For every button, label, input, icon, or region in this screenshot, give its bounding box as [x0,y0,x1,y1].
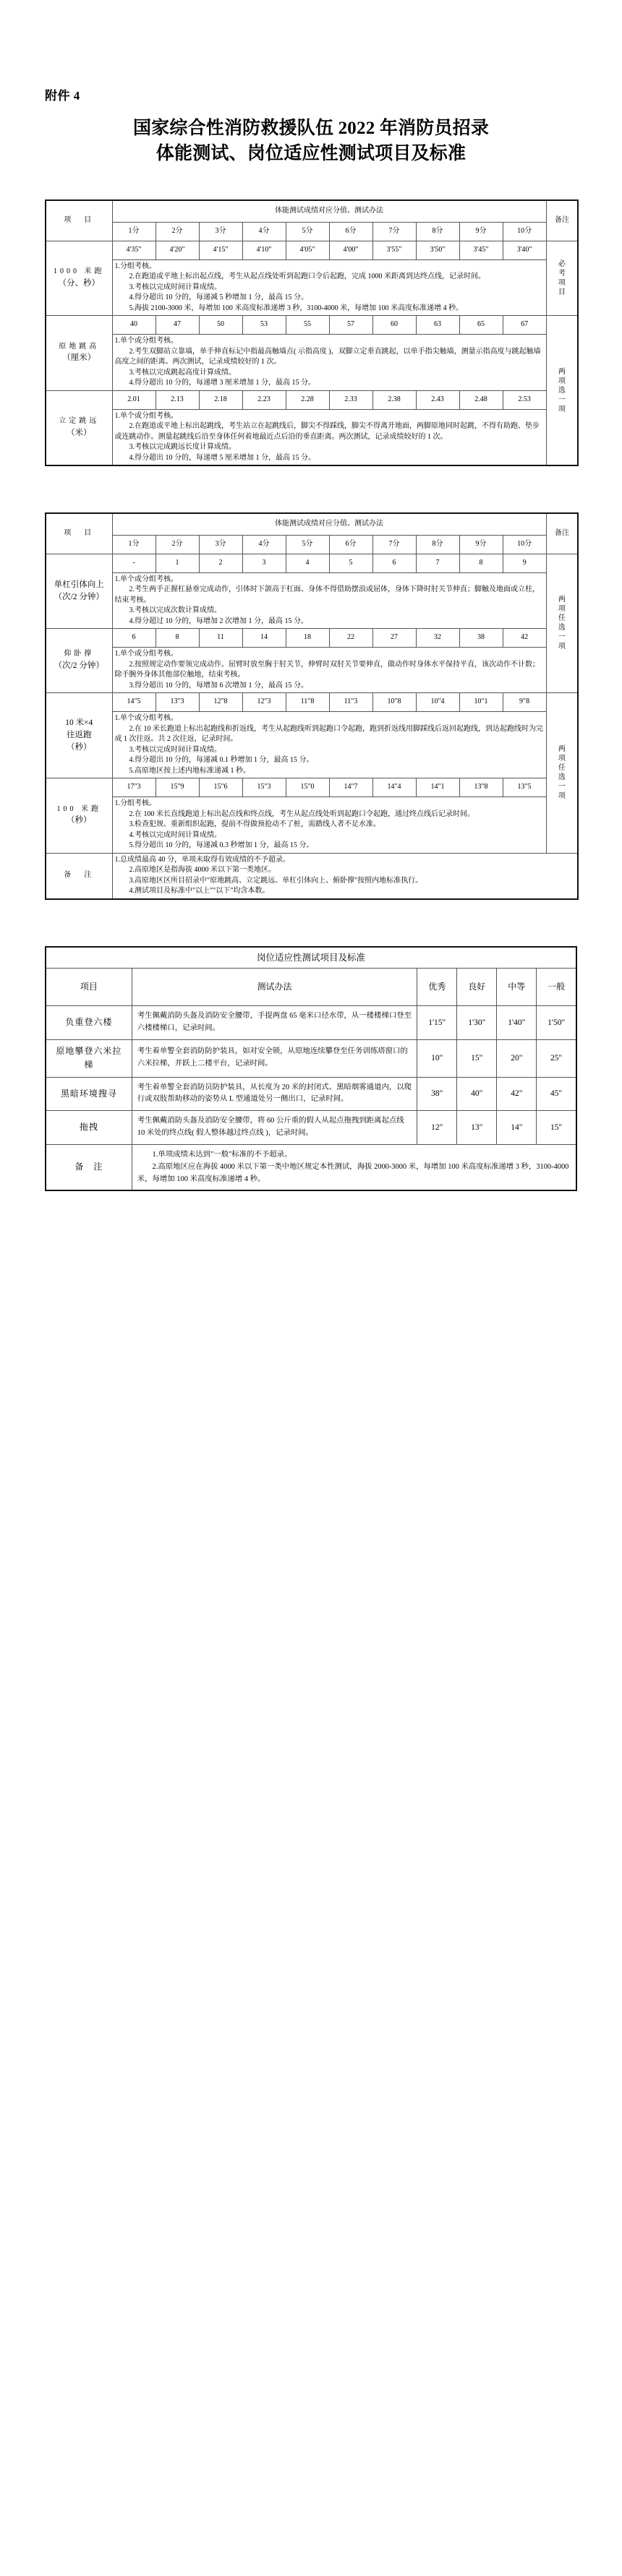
table-row-drag [46,1111,576,1145]
fitness-table-part2 [45,512,579,900]
t2-th-score-4: 4分 [242,535,286,554]
method-situp-line-2: 2.按照规定动作要领完成动作。屈臂时放至胸于肘关节，伸臂时双肘关节要伸直，做动作时身体水平保持平直，该次动作不计数；除手腕外身体其他部位触地，结束考核。 [114,660,540,679]
method-pullup-line-3: 3.考核以完成次数计算成绩。 [129,606,221,614]
jt-th-general: 一般 [537,969,576,1006]
job-item-medium-1: 20" [497,1039,537,1077]
table-row-highjump-method [46,335,578,391]
th-score-10: 10分 [503,222,546,241]
table2-row-score-columns [46,535,578,554]
method-highjump-line-2: 2.考生双脚站立靠墙，单手伸直标记中指最高触墙点( 示指高度 )，双脚立定垂直跳起，以单手指尖触墙，测量示指高度与跳起触墙高度之间的距离。两次测试，记录成绩较好的 1 次。 [114,347,541,366]
method-situp-line-3: 3.得分超出 10 分的，每增加 6 次增加 1 分，最高 15 分。 [129,681,308,690]
jt-th-method: 测试办法 [132,969,417,1006]
th-score-3: 3分 [199,222,242,241]
method-1000m-line-3: 3.考核以完成时间计算成绩。 [129,283,221,291]
cell-shuttle-9: 10"1 [459,693,503,712]
table2-row-header-main [46,513,578,535]
row-label-100m-name: 100 米跑 [56,804,101,813]
t2-footer-line-4: 4.测试项目及标准中"以上""以下"均含本数。 [129,887,270,895]
job-item-general-0: 1'50" [537,1006,576,1040]
job-item-method-0: 考生佩戴消防头盔及消防安全腰带，手提两盘 65 毫米口径水带，从一楼楼梯口登至六楼楼梯口，记录时间。 [132,1006,417,1040]
table-row-header-main [46,200,578,222]
t2-th-score-6: 6分 [329,535,372,554]
cell-longjump-8: 2.43 [416,390,459,409]
row-label-pullup-name: 单杠引体向上 [54,580,104,590]
job-item-good-2: 40" [457,1077,497,1111]
th-score-2: 2分 [156,222,199,241]
row-label-highjump [46,316,112,391]
cell-highjump-3: 50 [199,316,242,335]
cell-longjump-6: 2.33 [329,390,372,409]
remark-1000m-text: 必考项目 [558,259,566,296]
remark-pullup-group [546,554,578,693]
table-row-longjump-method [46,409,578,465]
cell-situp-8: 32 [416,629,459,648]
method-situp [112,648,546,693]
cell-highjump-10: 67 [503,316,546,335]
cell-highjump-1: 40 [112,316,156,335]
cell-shuttle-7: 10"8 [372,693,416,712]
job-item-general-1: 25" [537,1039,576,1077]
table-row-100m-values [46,778,578,797]
jt-th-medium: 中等 [497,969,537,1006]
row-label-situp-name: 仰卧撑 [64,650,95,658]
page-title-line-2: 体能测试、岗位适应性测试项目及标准 [156,143,466,163]
table3-row-title [46,947,576,969]
method-1000m-line-1: 1.分组考核。 [114,262,156,270]
t2-th-score-1: 1分 [112,535,156,554]
row-label-shuttle-name: 10 米×4 [65,718,93,728]
table-row-pullup-method [46,572,578,629]
method-shuttle-line-1: 1.单个或分组考核。 [114,714,178,722]
cell-shuttle-8: 10"4 [416,693,459,712]
row-label-1000m [46,241,112,316]
job-item-good-0: 1'30" [457,1006,497,1040]
row-label-situp [46,629,112,693]
method-shuttle [112,712,546,778]
table2-wrap [0,512,622,900]
cell-highjump-2: 47 [156,316,199,335]
spacer-between-table2-table3 [0,900,622,946]
row-label-1000m-name: 1000 米跑 [54,267,105,276]
table3-row-footer-remark [46,1144,576,1190]
table-row-100m-method [46,797,578,854]
method-shuttle-line-5: 5.高原地区按上述内地标准递减 1 秒。 [129,766,250,775]
cell-pullup-9: 8 [459,554,503,572]
job-item-general-2: 45" [537,1077,576,1111]
method-100m [112,797,546,854]
row-label-situp-unit: （次/2 分钟） [54,661,104,670]
method-longjump-line-3: 3.考核以完成跳远长度计算成绩。 [129,443,236,451]
cell-pullup-10: 9 [503,554,546,572]
method-highjump-line-4: 4.得分超出 10 分的，每递增 3 厘米增加 1 分，最高 15 分。 [129,379,315,387]
row-label-pullup-unit: （次/2 分钟） [54,592,104,601]
cell-pullup-2: 1 [156,554,199,572]
job-footer-line-2: 2.高原地区应在海拔 4000 米以下第一类中地区规定本性测试，海拔 2000-3000 米，每增加 100 米高度标准递增 3 秒，3100-4000 米，每增加 100 米高度标准递增 4 秒。 [137,1162,569,1183]
cell-situp-4: 14 [242,629,286,648]
table-row-score-columns [46,222,578,241]
job-item-medium-2: 42" [497,1077,537,1111]
attachment-label: 附件 4 [45,89,80,103]
t2-th-scores-title: 体能测试成绩对应分值、测试办法 [112,513,546,535]
row-label-highjump-name: 原地跳高 [59,342,100,351]
job-footer-line-1: 1.单项成绩未达到"一般"标准的不予超录。 [152,1150,292,1159]
cell-pullup-5: 4 [286,554,329,572]
remark-run-group-text: 两项任选一项 [558,745,566,801]
fitness-table-part1 [45,199,579,466]
job-table-title: 岗位适应性测试项目及标准 [46,947,576,969]
method-longjump-line-1: 1.单个或分组考核。 [114,411,178,420]
t2-th-score-2: 2分 [156,535,199,554]
method-100m-line-5: 5.得分超出 10 分的，每递减 0.3 秒增加 1 分，最高 15 分。 [129,841,314,849]
cell-pullup-8: 7 [416,554,459,572]
table-row-1000m-method [46,259,578,316]
cell-shuttle-3: 12"8 [199,693,242,712]
job-item-method-2: 考生着单警全套消防员防护装具，从长度为 20 米的封闭式、黑暗烟雾通道内，以爬行或双肢帮助移动的姿势从 L 型通道处另一侧出口，记录时间。 [132,1077,417,1111]
job-item-good-3: 13" [457,1111,497,1145]
row-label-longjump-name: 立定跳远 [59,417,100,426]
cell-longjump-3: 2.18 [199,390,242,409]
method-longjump-line-2: 2.在跑道或平地上标出起跳线，考生站立在起跳线后，脚尖不得踩线，脚尖不得离开地面，两脚原地同时起跳，不得有助跑、垫步或连跳动作。测量起跳线后沿至身体任何着地最近点后沿的垂直距离。两次测试，记录成绩较好的 1 次。 [114,422,540,441]
th-score-7: 7分 [372,222,416,241]
table-row-longjump-values [46,390,578,409]
page-title [0,116,622,166]
job-item-medium-3: 14" [497,1111,537,1145]
row-label-shuttle-unit2: （秒） [67,742,92,752]
row-label-pullup [46,554,112,629]
method-highjump-line-3: 3.考核以完成跳起高度计算成绩。 [129,368,236,377]
th-item: 项 目 [46,200,112,241]
cell-longjump-10: 2.53 [503,390,546,409]
method-pullup [112,572,546,629]
cell-longjump-1: 2.01 [112,390,156,409]
table-row-situp-method [46,648,578,693]
job-footer-label: 备 注 [46,1144,132,1190]
method-100m-line-1: 1.分组考核。 [114,799,156,807]
cell-longjump-4: 2.23 [242,390,286,409]
table-row-dark-search [46,1077,576,1111]
method-shuttle-line-3: 3.考核以完成时间计算成绩。 [129,745,221,754]
cell-100m-3: 15"6 [199,778,242,797]
cell-1000m-4: 4'10" [242,241,286,259]
t2-th-score-7: 7分 [372,535,416,554]
cell-shuttle-6: 11"3 [329,693,372,712]
method-shuttle-line-2: 2.在 10 米长跑道上标出起跑线和折返线，考生从起跑线听到起跑口令起跑，跑到折返线用脚踩线后返回起跑线，到达起跑线时为完成 1 次往返。共 2 次往返，记录时间。 [114,724,543,743]
cell-1000m-6: 4'00" [329,241,372,259]
cell-1000m-3: 4'15" [199,241,242,259]
table-row-pullup-values [46,554,578,572]
job-item-name-3: 拖拽 [46,1111,132,1145]
jt-th-excellent: 优秀 [417,969,457,1006]
t2-th-score-9: 9分 [459,535,503,554]
t2-footer-content [112,853,578,899]
remark-1000m [546,241,578,316]
method-100m-line-2: 2.在 100 米长直线跑道上标出起点线和终点线，考生从起点线处听到起跑口令起跑，通过终点线后记录时间。 [129,810,474,818]
cell-longjump-7: 2.38 [372,390,416,409]
method-longjump [112,409,546,465]
cell-shuttle-2: 13"3 [156,693,199,712]
job-item-general-3: 15" [537,1111,576,1145]
job-item-name-1: 原地攀登六米拉梯 [46,1039,132,1077]
method-longjump-line-4: 4.得分超出 10 分的，每递增 5 厘米增加 1 分，最高 15 分。 [129,453,315,462]
cell-1000m-10: 3'40" [503,241,546,259]
t2-th-score-8: 8分 [416,535,459,554]
row-label-100m [46,778,112,854]
document-page [0,0,622,1220]
cell-situp-6: 22 [329,629,372,648]
remark-jump-group-text: 两项选一项 [558,367,566,413]
t2-th-item: 项 目 [46,513,112,554]
cell-1000m-9: 3'45" [459,241,503,259]
cell-100m-4: 15"3 [242,778,286,797]
th-score-4: 4分 [242,222,286,241]
cell-shuttle-5: 11"8 [286,693,329,712]
row-label-100m-unit: （秒） [67,816,92,825]
cell-highjump-9: 65 [459,316,503,335]
cell-pullup-4: 3 [242,554,286,572]
method-1000m-line-4: 4.得分超出 10 分的，每递减 5 秒增加 1 分，最高 15 分。 [129,293,308,301]
t2-th-score-10: 10分 [503,535,546,554]
th-score-6: 6分 [329,222,372,241]
cell-shuttle-10: 9"8 [503,693,546,712]
job-item-method-1: 考生着单警全套消防防护装具，如对安全锁，从原地连续攀登至任务训练塔窗口的六米拉梯，并跃上二楼平台，记录时间。 [132,1039,417,1077]
cell-1000m-5: 4'05" [286,241,329,259]
table-row-1000m-values [46,241,578,259]
job-item-excellent-1: 10" [417,1039,457,1077]
cell-100m-1: 17"3 [112,778,156,797]
job-footer-content [132,1144,576,1190]
row-label-shuttle-unit: 往返跑 [67,731,92,740]
table-row-shuttle-values [46,693,578,712]
cell-pullup-3: 2 [199,554,242,572]
t2-footer-line-1: 1.总成绩最高 40 分，单项未取得有效成绩的不予超录。 [114,855,290,864]
job-item-medium-0: 1'40" [497,1006,537,1040]
table2-row-footer-remark [46,853,578,899]
table3-row-header [46,969,576,1006]
cell-situp-9: 38 [459,629,503,648]
cell-1000m-8: 3'50" [416,241,459,259]
table-row-ladder-climb [46,1039,576,1077]
method-situp-line-1: 1.单个或分组考核。 [114,650,178,658]
remark-jump-group [546,316,578,466]
cell-100m-6: 14"7 [329,778,372,797]
th-remark: 备注 [546,200,578,241]
th-score-1: 1分 [112,222,156,241]
method-100m-line-4: 4.考核以完成时间计算成绩。 [129,830,221,839]
cell-situp-10: 42 [503,629,546,648]
row-label-1000m-unit: （分、秒） [58,278,100,288]
th-score-5: 5分 [286,222,329,241]
cell-pullup-6: 5 [329,554,372,572]
method-1000m-line-5: 5.海拔 2100-3000 米，每增加 100 米高度标准递增 3 秒，3100-4000 米，每增加 100 米高度标准递增 4 秒。 [129,304,464,312]
method-1000m [112,259,546,316]
cell-longjump-5: 2.28 [286,390,329,409]
row-label-longjump-unit: （米） [67,428,92,437]
table3-wrap [0,946,622,1192]
cell-longjump-2: 2.13 [156,390,199,409]
cell-situp-5: 18 [286,629,329,648]
method-shuttle-line-4: 4.得分超出 10 分的，每递减 0.1 秒增加 1 分，最高 15 分。 [129,756,314,764]
job-item-good-1: 15" [457,1039,497,1077]
cell-highjump-6: 57 [329,316,372,335]
cell-pullup-7: 6 [372,554,416,572]
spacer-between-table1-table2 [0,466,622,512]
table1-wrap [0,199,622,466]
cell-situp-7: 27 [372,629,416,648]
cell-100m-9: 13"8 [459,778,503,797]
table-row-shuttle-method [46,712,578,778]
method-pullup-line-2: 2.考生两手正握杠悬垂完成动作，引体时下颌高于杠面、身体不得借助摆浪或屈体，身体下降时肘关节伸直；脚触及地面或立柱，结束考核。 [114,585,540,604]
job-item-excellent-0: 1'15" [417,1006,457,1040]
t2-th-score-3: 3分 [199,535,242,554]
table-row-situp-values [46,629,578,648]
cell-pullup-1: - [112,554,156,572]
job-item-name-2: 黑暗环境搜寻 [46,1077,132,1111]
t2-footer-line-3: 3.高原地区区所目招录中"原地跳高、立定跳远、单杠引体向上、俯卧撑"按照内地标准执行。 [129,876,423,885]
th-score-9: 9分 [459,222,503,241]
th-scores-title: 体能测试成绩对应分值、测试办法 [112,200,546,222]
table-row-highjump-values [46,316,578,335]
cell-shuttle-1: 14"5 [112,693,156,712]
cell-highjump-5: 55 [286,316,329,335]
method-highjump-line-1: 1.单个或分组考核。 [114,337,178,345]
table-row-weighted-climb [46,1006,576,1040]
cell-100m-2: 15"9 [156,778,199,797]
cell-highjump-8: 63 [416,316,459,335]
row-label-longjump [46,390,112,465]
cell-situp-3: 11 [199,629,242,648]
cell-100m-10: 13"5 [503,778,546,797]
cell-100m-8: 14"1 [416,778,459,797]
cell-situp-2: 8 [156,629,199,648]
cell-shuttle-4: 12"3 [242,693,286,712]
spacer-top [0,166,622,199]
cell-longjump-9: 2.48 [459,390,503,409]
t2-th-remark: 备注 [546,513,578,554]
cell-highjump-4: 53 [242,316,286,335]
remark-pullup-group-text: 两项任选一项 [558,596,566,651]
job-item-name-0: 负重登六楼 [46,1006,132,1040]
method-100m-line-3: 3.检查犯规、重新组织起跑，提前不得做预抢动不了桩，需踏线人者不足水准。 [129,820,380,828]
jt-th-good: 良好 [457,969,497,1006]
job-item-method-3: 考生佩戴消防头盔及消防安全腰带，将 60 公斤重的假人从起点拖拽到距离起点线 10 米处的终点线( 假人整体越过终点线 )，记录时间。 [132,1111,417,1145]
method-pullup-line-4: 4.得分超过 10 分的，每增加 2 次增加 1 分，最高 15 分。 [129,617,308,625]
row-label-highjump-unit: （厘米） [62,353,96,363]
page-title-line-1: 国家综合性消防救援队伍 2022 年消防员招录 [132,119,490,138]
cell-highjump-7: 60 [372,316,416,335]
job-adaptability-table [45,946,577,1192]
t2-footer-label: 备 注 [46,853,112,899]
method-1000m-line-2: 2.在跑道或平地上标出起点线，考生从起点线处听到起跑口令后起跑，完成 1000 米距离到达终点线，记录时间。 [129,272,485,280]
t2-th-score-5: 5分 [286,535,329,554]
cell-100m-5: 15"0 [286,778,329,797]
remark-run-group [546,693,578,854]
job-item-excellent-2: 38" [417,1077,457,1111]
cell-1000m-7: 3'55" [372,241,416,259]
cell-situp-1: 6 [112,629,156,648]
cell-1000m-2: 4'20" [156,241,199,259]
method-pullup-line-1: 1.单个或分组考核。 [114,575,178,583]
jt-th-item: 项目 [46,969,132,1006]
t2-footer-line-2: 2.高原地区是指海拔 4000 米以下第一类地区。 [129,866,276,874]
cell-1000m-1: 4'35" [112,241,156,259]
job-item-excellent-3: 12" [417,1111,457,1145]
th-score-8: 8分 [416,222,459,241]
row-label-shuttle [46,693,112,778]
cell-100m-7: 14"4 [372,778,416,797]
method-highjump [112,335,546,391]
